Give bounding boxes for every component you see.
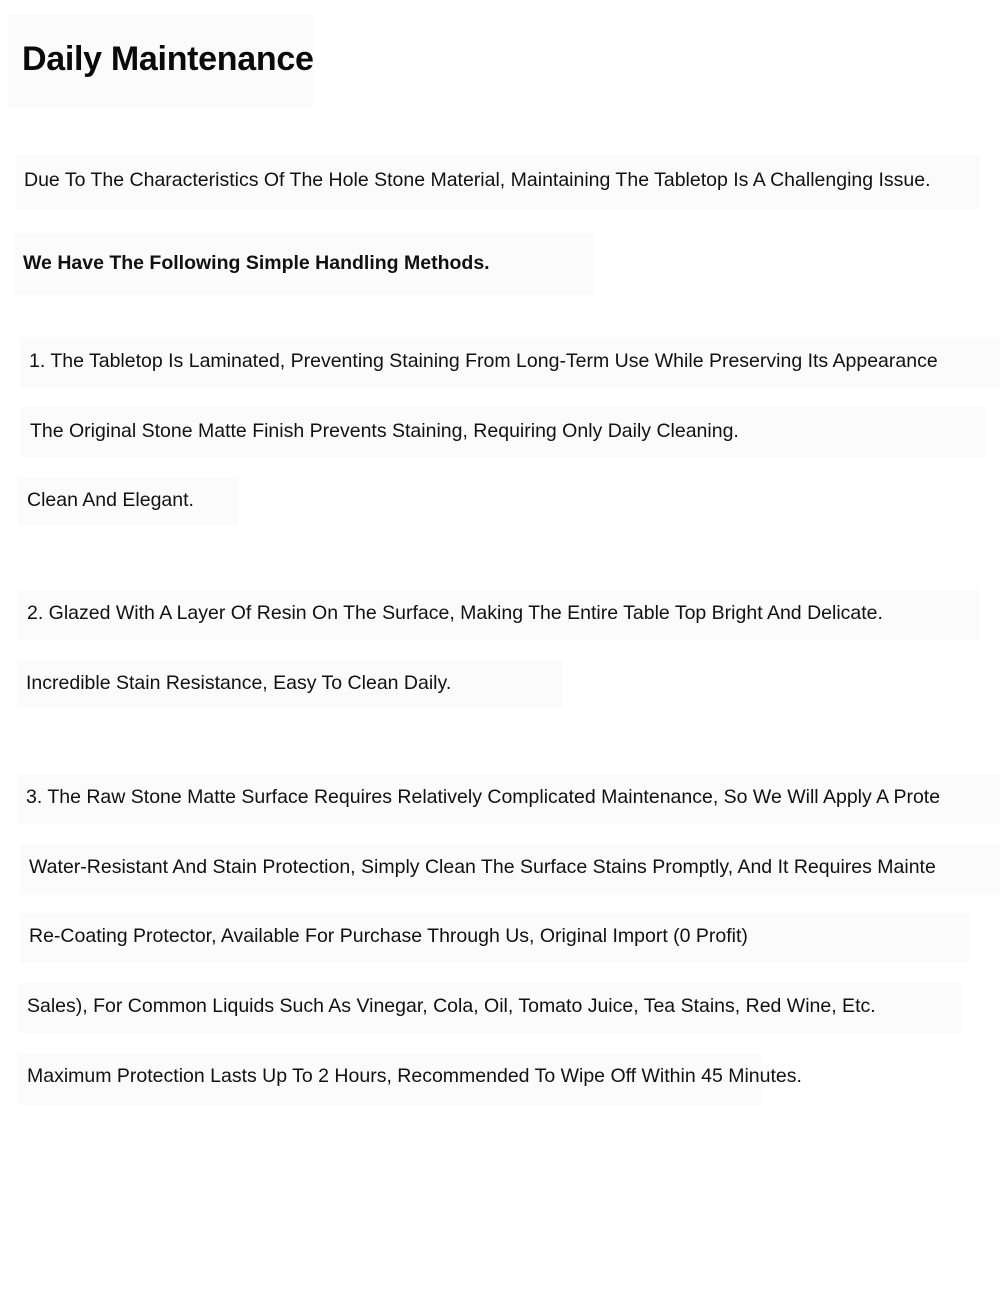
section-3-line-5: Maximum Protection Lasts Up To 2 Hours, Recommended To Wipe Off Within 45 Minutes.	[27, 1065, 802, 1087]
subheading-text: We Have The Following Simple Handling Methods.	[23, 252, 490, 274]
section-2-line-2: Incredible Stain Resistance, Easy To Clean Daily.	[26, 672, 452, 694]
section-3-line-2: Water-Resistant And Stain Protection, Simply Clean The Surface Stains Promptly, And It Requires Mainte	[29, 856, 936, 878]
section-1-line-1: 1. The Tabletop Is Laminated, Preventing Staining From Long-Term Use While Preserving Its Appearance	[29, 350, 938, 372]
section-3-line-1: 3. The Raw Stone Matte Surface Requires Relatively Complicated Maintenance, So We Will Apply A Prote	[26, 786, 941, 808]
section-3-line-4: Sales), For Common Liquids Such As Vinegar, Cola, Oil, Tomato Juice, Tea Stains, Red Wine, Etc.	[27, 995, 876, 1017]
intro-text: Due To The Characteristics Of The Hole Stone Material, Maintaining The Tabletop Is A Challenging Issue.	[24, 169, 931, 191]
section-3-line-3: Re-Coating Protector, Available For Purchase Through Us, Original Import (0 Profit)	[29, 925, 748, 947]
section-2-line-1: 2. Glazed With A Layer Of Resin On The Surface, Making The Entire Table Top Bright And Delicate.	[27, 602, 883, 624]
section-1-line-3: Clean And Elegant.	[27, 489, 194, 511]
section-1-line-2: The Original Stone Matte Finish Prevents Staining, Requiring Only Daily Cleaning.	[30, 420, 739, 442]
page-title: Daily Maintenance	[22, 40, 314, 78]
